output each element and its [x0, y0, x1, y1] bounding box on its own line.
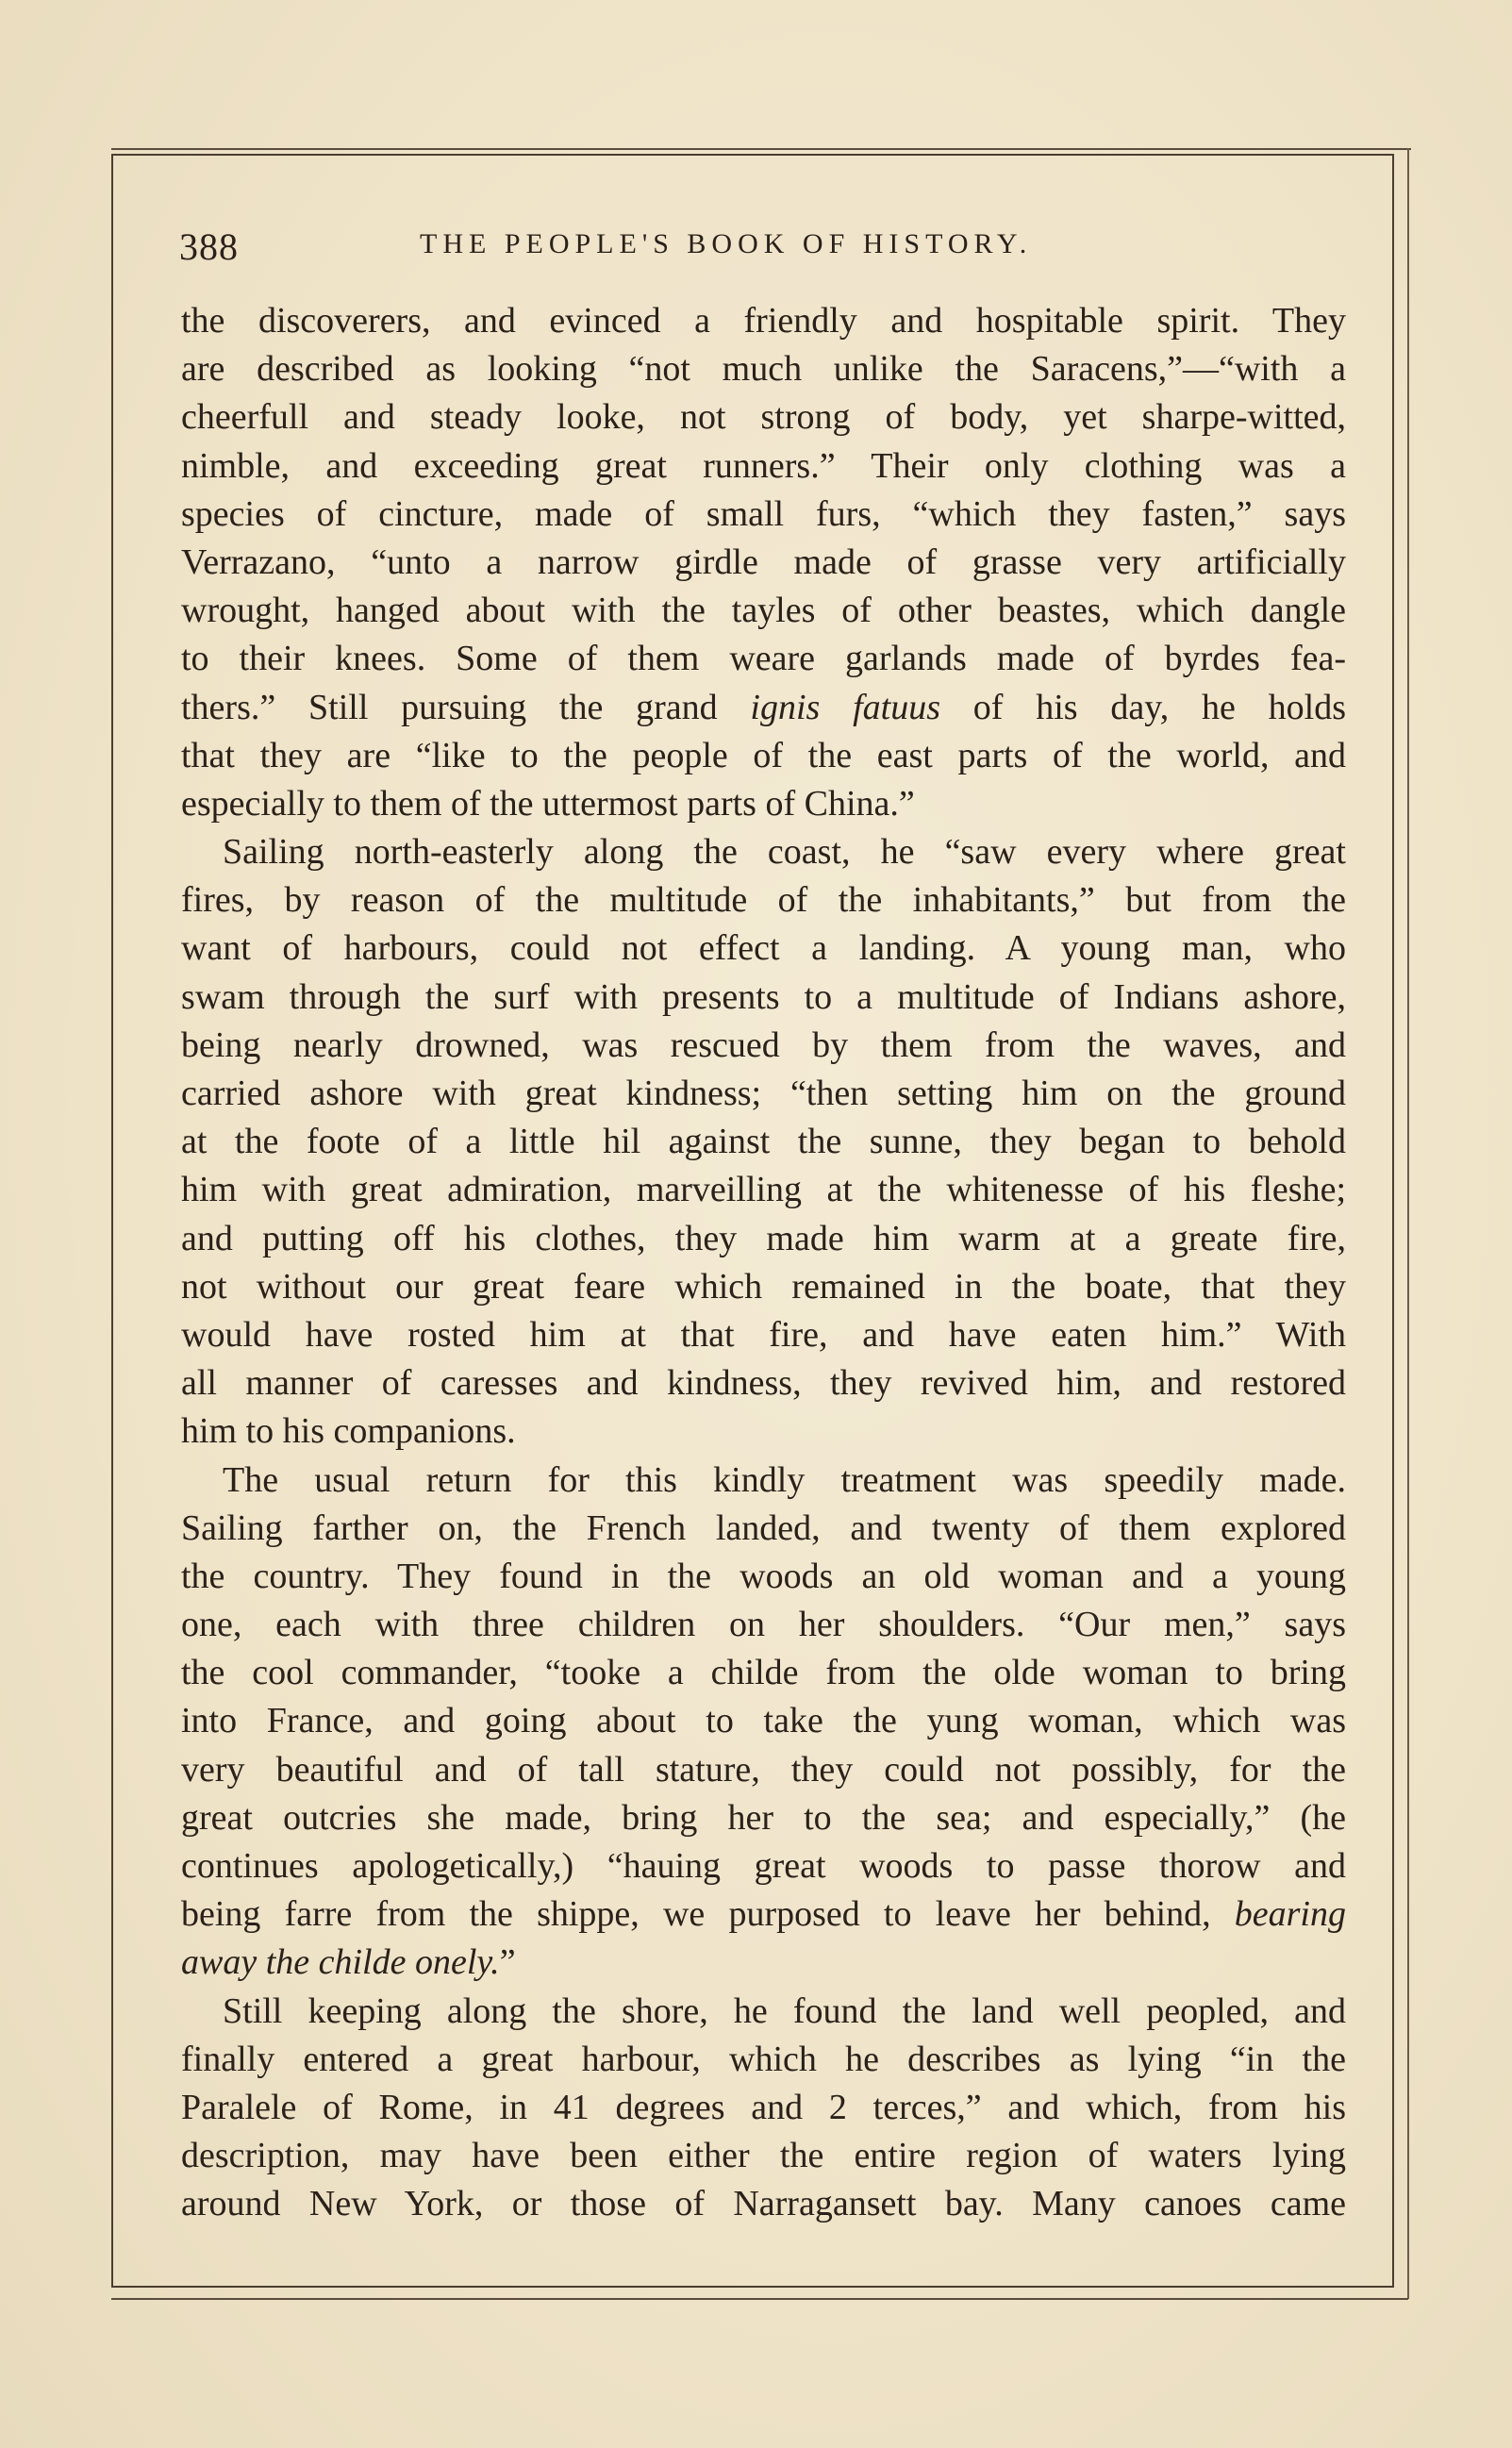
text-line: him with great admiration, marveilling at the whitenesse of his fleshe;: [181, 1170, 1346, 1210]
text-line: the cool commander, “tooke a childe from the olde woman to bring: [181, 1653, 1346, 1693]
italic-phrase: bearing: [1234, 1894, 1346, 1935]
text-line: all manner of caresses and kindness, they revived him, and restored: [181, 1363, 1346, 1404]
text-line: especially to them of the uttermost parts of China.”: [181, 783, 915, 824]
text-line: one, each with three children on her shoulders. “Our men,” says: [181, 1605, 1346, 1645]
text-line: being nearly drowned, was rescued by them from the waves, and: [181, 1024, 1346, 1065]
text-line: the country. They found in the woods an old woman and a young: [181, 1556, 1346, 1596]
text-line: to their knees. Some of them weare garlands made of byrdes fea-: [181, 639, 1346, 679]
text-line: and putting off his clothes, they made him warm at a greate fire,: [181, 1218, 1346, 1258]
text-line: description, may have been either the entire region of waters lying: [181, 2136, 1346, 2176]
text-line: him to his companions.: [181, 1411, 516, 1452]
frame-top-rule: [111, 148, 1411, 150]
text-line: around New York, or those of Narragansett bay. Many canoes came: [181, 2184, 1346, 2224]
text-line: into France, and going about to take the yung woman, which was: [181, 1701, 1346, 1741]
text-line: [181, 1939, 1346, 1987]
text-segment: of his day, he holds: [940, 687, 1346, 727]
text-segment: thers.” Still pursuing the grand: [181, 687, 751, 727]
text-line: Verrazano, “unto a narrow girdle made of grasse very artificially: [181, 541, 1346, 582]
text-line: Paralele of Rome, in 41 degrees and 2 terces,” and which, from his: [181, 2087, 1346, 2127]
text-line: that they are “like to the people of the east parts of the world, and: [181, 735, 1346, 775]
text-line: the discoverers, and evinced a friendly and hospitable spirit. They: [181, 301, 1346, 341]
text-line: nimble, and exceeding great runners.” Their only clothing was a: [181, 445, 1346, 486]
text-line: are described as looking “not much unlike the Saracens,”—“with a: [181, 349, 1346, 390]
text-line: finally entered a great harbour, which he describes as lying “in the: [181, 2039, 1346, 2079]
running-title: THE PEOPLE'S BOOK OF HISTORY.: [420, 228, 1033, 259]
text-line: very beautiful and of tall stature, they could not possibly, for the: [181, 1749, 1346, 1790]
text-segment: ”: [499, 1942, 516, 1983]
text-line: Sailing farther on, the French landed, and twenty of them explored: [181, 1507, 1346, 1548]
text-line: swam through the surf with presents to a multitude of Indians ashore,: [181, 976, 1346, 1017]
frame-right-rule: [1407, 148, 1409, 2299]
page-number: 388: [179, 225, 239, 268]
text-line: fires, by reason of the multitude of the inhabitants,” but from the: [181, 880, 1346, 921]
text-line: wrought, hanged about with the tayles of other beastes, which dangle: [181, 591, 1346, 631]
page-header: [179, 219, 1344, 275]
frame-bottom-rule: [111, 2298, 1408, 2300]
text-line: cheerfull and steady looke, not strong of body, yet sharpe-witted,: [181, 397, 1346, 438]
text-line: carried ashore with great kindness; “then setting him on the ground: [181, 1074, 1346, 1113]
text-line: Sailing north-easterly along the coast, he “saw every where great: [223, 832, 1346, 873]
text-line: [181, 684, 1346, 732]
text-line: continues apologetically,) “hauing great woods to passe thorow and: [181, 1846, 1346, 1886]
italic-phrase: away the childe onely.: [181, 1942, 500, 1983]
text-line: Still keeping along the shore, he found the land well peopled, and: [223, 1990, 1346, 2031]
text-line: The usual return for this kindly treatment was speedily made.: [223, 1459, 1346, 1500]
text-line: [181, 1890, 1346, 1939]
body-text: [181, 297, 1346, 2229]
text-line: at the foote of a little hil against the sunne, they began to behold: [181, 1122, 1346, 1162]
text-segment: being farre from the shippe, we purposed to leave her behind,: [181, 1894, 1235, 1935]
text-line: species of cincture, made of small furs, “which they fasten,” says: [181, 493, 1346, 534]
italic-phrase: ignis fatuus: [750, 687, 941, 727]
text-line: would have rosted him at that fire, and have eaten him.” With: [181, 1314, 1346, 1355]
text-line: not without our great feare which remained in the boate, that they: [181, 1266, 1346, 1307]
text-line: want of harbours, could not effect a landing. A young man, who: [181, 928, 1346, 969]
text-line: great outcries she made, bring her to the sea; and especially,” (he: [181, 1797, 1346, 1838]
